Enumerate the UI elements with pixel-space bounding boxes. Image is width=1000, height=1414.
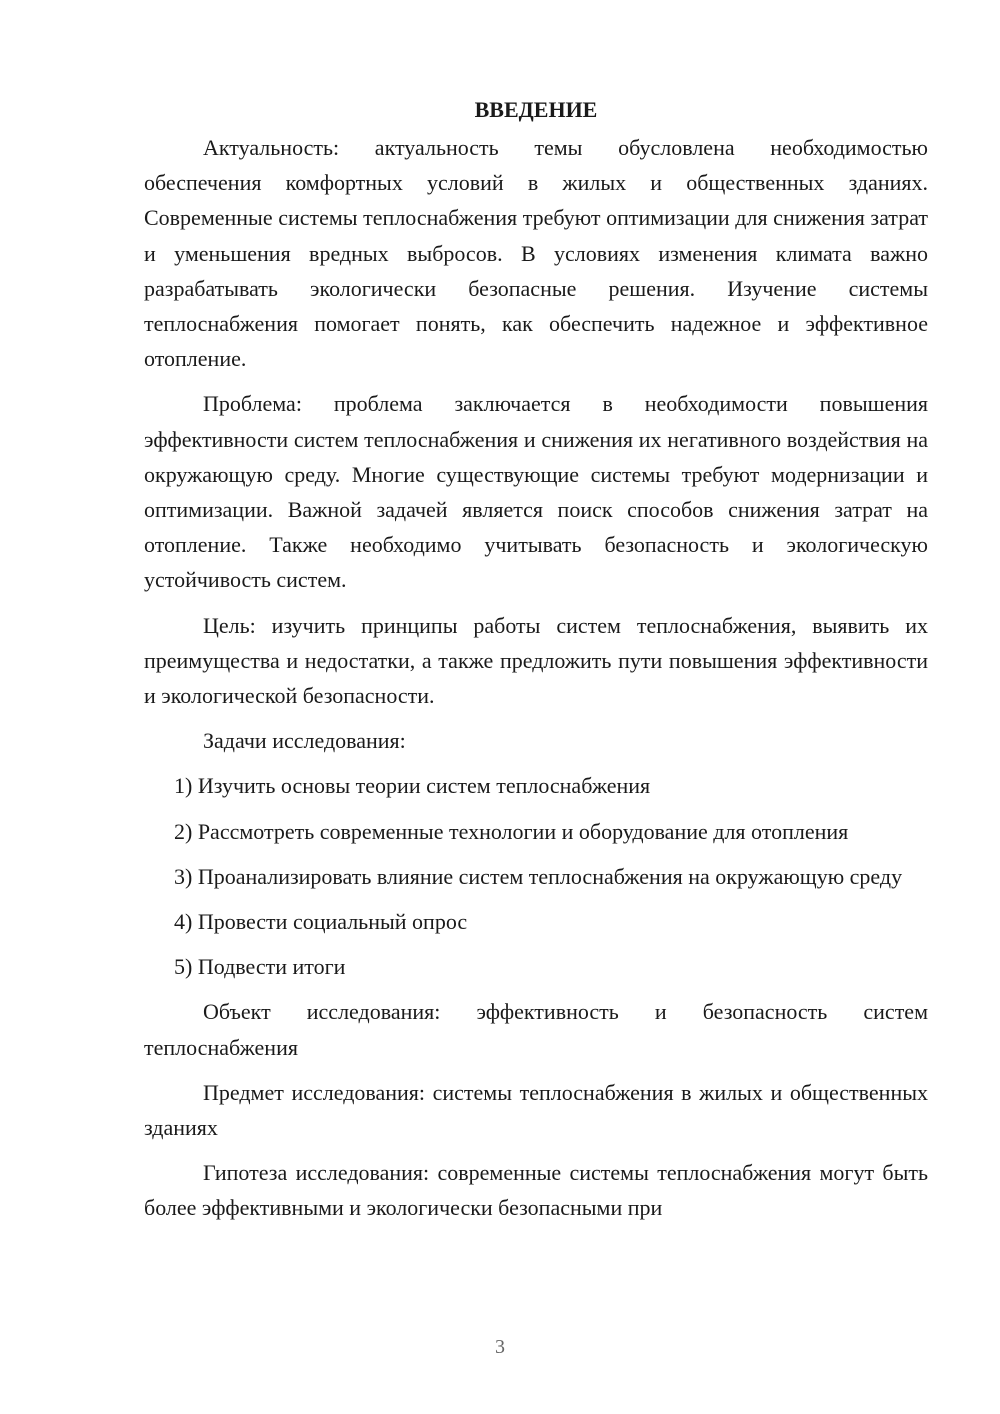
paragraph-goal: Цель: изучить принципы работы систем теплоснабжения, выявить их преимущества и недостатки, а также предложить пути повышения эффективности и экологической безопасности.: [144, 612, 928, 709]
task-item-5: 5) Подвести итоги: [174, 954, 346, 980]
paragraph-problem: Проблема: проблема заключается в необходимости повышения эффективности систем теплоснабжения и снижения их негативного воздействия на окружающую среду. Многие существующие системы требуют модернизации и оптимизации. Важной задачей является поиск способов снижения затрат на отопление. Также необходимо учитывать безопасность и экологическую устойчивость систем.: [144, 391, 928, 593]
paragraph-hypothesis: Гипотеза исследования: современные системы теплоснабжения могут быть более эффективными и экологически безопасными при: [144, 1160, 928, 1221]
document-page: [144, 90, 928, 1226]
task-item-4: 4) Провести социальный опрос: [174, 909, 468, 935]
paragraph-object: Объект исследования: эффективность и безопасность систем теплоснабжения: [144, 999, 928, 1060]
task-item-3: 3) Проанализировать влияние систем теплоснабжения на окружающую среду: [174, 863, 903, 889]
task-item-1: 1) Изучить основы теории систем теплоснабжения: [174, 773, 651, 799]
paragraph-relevance: Актуальность: актуальность темы обусловлена необходимостью обеспечения комфортных условий в жилых и общественных зданиях. Современные системы теплоснабжения требуют оптимизации для снижения затрат и уменьшения вредных выбросов. В условиях изменения климата важно разрабатывать экологически безопасные решения. Изучение системы теплоснабжения помогает понять, как обеспечить надежное и эффективное отопление.: [144, 135, 928, 372]
paragraph-subject: Предмет исследования: системы теплоснабжения в жилых и общественных зданиях: [144, 1079, 928, 1141]
tasks-heading: Задачи исследования:: [203, 728, 406, 754]
task-item-2: 2) Рассмотреть современные технологии и оборудование для отопления: [174, 818, 849, 844]
section-title: ВВЕДЕНИЕ: [474, 97, 598, 122]
page-number: 3: [495, 1336, 505, 1358]
